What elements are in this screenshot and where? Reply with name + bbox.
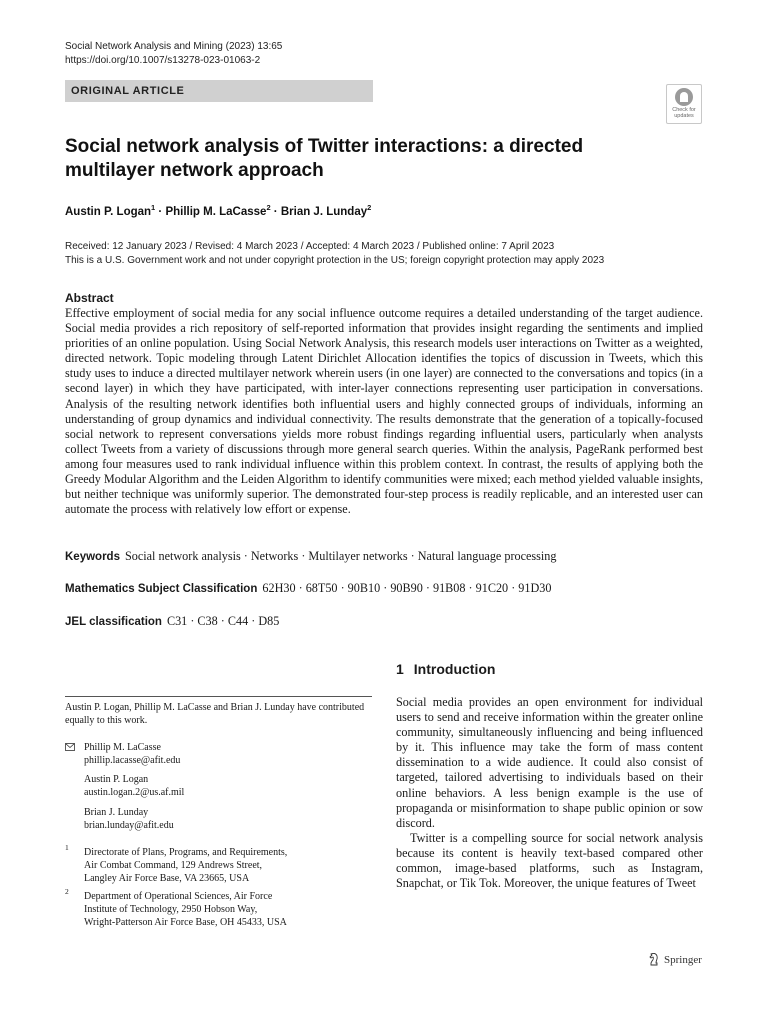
section-number: 1 (396, 661, 404, 677)
affiliation-number: 1 (65, 843, 69, 852)
abstract-text: Effective employment of social media for any social influence outcome requires a detailed understanding of the target audience. Social media provides a rich repository of self-reported information that provides insight regarding the sentiments and implied priorities of an online population. Using Social Network Analysis, this research models user interactions on Twitter as a weighted, directed network. Topic modeling through Latent Dirichlet Allocation identifies the topics of discussion in Tweets, which this study uses to induce a directed multilayer network wherein users (in one layer) are connected to the conversations and topics (in a second layer) in which they have participated, with inter-layer connections representing user participation in conversations. Analysis of the resulting network identifies both influential users and highly connected groups of individuals, informing an understanding of group dynamics and individual connectivity. The results demonstrate that the generation of a topically-focused social network to represent conversations yields more robust findings regarding influential users, particularly when analysts collect Tweets from a variety of discussions through more general search queries. Within the analysis, PageRank performed best among four measures used to rank individual influence within this problem context. In contrast, the results of applying both the Greedy Modular Algorithm and the Leiden Algorithm to identify communities were mixed; each method yielded valuable insights, but neither technique was uniformly superior. The demonstrated four-step process is readily replicable, and an interested user can automate the process with relatively low effort or expense. (65, 306, 704, 517)
affiliation-line: Langley Air Force Base, VA 23665, USA (84, 873, 250, 884)
contribution-note: Austin P. Logan, Phillip M. LaCasse and Brian J. Lunday have contributed equally to this work. (65, 702, 365, 726)
contact-entry (84, 806, 174, 832)
affiliation-line: Wright-Patterson Air Force Base, OH 45433, USA (84, 917, 287, 928)
affiliation-number: 2 (65, 887, 69, 896)
copyright-notice: This is a U.S. Government work and not under copyright protection in the US; foreign copyright protection may apply 2023 (65, 254, 605, 266)
contact-name: Austin P. Logan (84, 774, 149, 785)
paragraph: Twitter is a compelling source for social network analysis because its content is heavily text-based compared other common, image-based platforms, such as Instagram, Snapchat, or Tik Tok. Moreover, the unique features of Tweet (396, 830, 703, 891)
contact-name: Brian J. Lunday (84, 807, 149, 818)
section-title: Introduction (413, 661, 496, 677)
journal-header (65, 40, 282, 68)
affiliation-line: Institute of Technology, 2950 Hobson Way, (84, 904, 258, 915)
author-name[interactable]: Phillip M. LaCasse (165, 205, 267, 218)
author-affiliation-mark: 2 (367, 203, 372, 212)
author-name[interactable]: Brian J. Lunday (280, 205, 368, 218)
jel-value: C31 · C38 · C44 · D85 (166, 614, 280, 628)
affiliation (84, 890, 374, 929)
affiliation-line: Directorate of Plans, Programs, and Requirements, (84, 847, 288, 858)
doi-link[interactable]: https://doi.org/10.1007/s13278-023-01063-2 (65, 55, 261, 66)
publisher-footer (648, 952, 702, 966)
msc-value: 62H30 · 68T50 · 90B10 · 90B90 · 91B08 · 91C20 · 91D30 (262, 581, 552, 595)
springer-knight-icon (648, 952, 660, 966)
publisher-name: Springer (664, 954, 702, 966)
contact-email[interactable]: brian.lunday@afit.edu (84, 820, 174, 831)
check-for-updates-button[interactable] (666, 84, 702, 124)
keywords-value: Social network analysis · Networks · Multilayer networks · Natural language processing (124, 549, 557, 563)
author-separator: · (155, 205, 166, 218)
footnote-divider (65, 696, 372, 697)
contact-email[interactable]: phillip.lacasse@afit.edu (84, 755, 181, 766)
contact-entry (84, 741, 180, 767)
abstract-heading: Abstract (65, 291, 114, 305)
affiliation (84, 846, 374, 885)
affiliation-line: Department of Operational Sciences, Air Force (84, 891, 273, 902)
author-list (65, 203, 371, 218)
publication-dates (65, 240, 604, 267)
msc-line (65, 581, 551, 596)
affiliation-line: Air Combat Command, 129 Andrews Street, (84, 860, 263, 871)
jel-label: JEL classification (65, 616, 162, 628)
paragraph: Social media provides an open environment for individual users to send and receive information within the greater online community, simultaneously influencing and being influenced by it. This influence may take the form of mass content dissemination to a wide audience. It could also consist of targeted, tailored advertising to individuals based on their online behaviors. A less benign example is the use of propaganda or misinformation to shape public opinion or sow discord. (396, 695, 703, 830)
author-name[interactable]: Austin P. Logan (65, 205, 152, 218)
date-history: Received: 12 January 2023 / Revised: 4 March 2023 / Accepted: 4 March 2023 / Published online: 7 April 2023 (65, 241, 555, 252)
keywords-label: Keywords (65, 551, 120, 563)
author-affiliation-mark: 1 (151, 203, 156, 212)
jel-line (65, 614, 279, 629)
contact-name: Phillip M. LaCasse (84, 742, 161, 753)
keywords-line (65, 549, 557, 564)
section-heading-introduction (396, 661, 495, 677)
journal-citation: Social Network Analysis and Mining (2023) 13:65 (65, 41, 283, 52)
author-affiliation-mark: 2 (266, 203, 271, 212)
check-updates-label: Check for updates (672, 107, 696, 119)
article-type-badge: ORIGINAL ARTICLE (65, 80, 373, 102)
author-separator: · (270, 205, 281, 218)
paper-title: Social network analysis of Twitter interactions: a directed multilayer network approach (65, 136, 584, 181)
check-updates-icon (675, 88, 693, 106)
introduction-body (396, 695, 703, 891)
contact-entry (84, 773, 184, 799)
msc-label: Mathematics Subject Classification (65, 583, 258, 595)
envelope-icon (65, 743, 75, 751)
contact-email[interactable]: austin.logan.2@us.af.mil (84, 787, 185, 798)
